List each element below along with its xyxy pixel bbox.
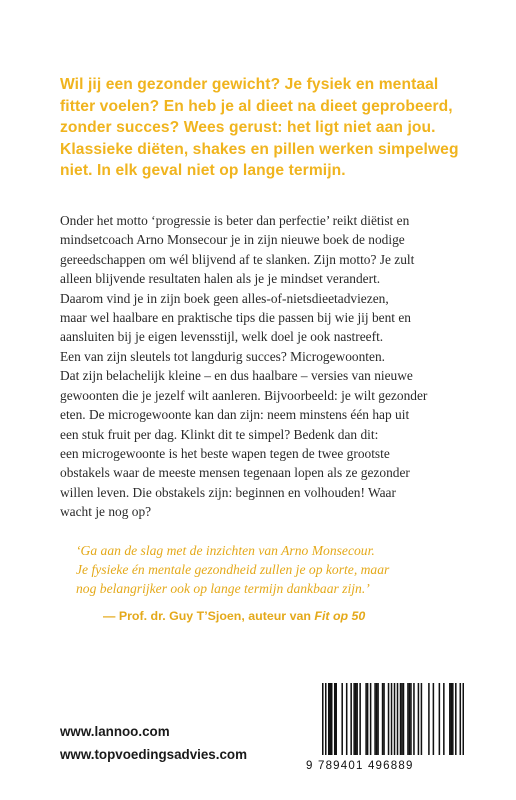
intro-line: niet. In elk geval niet op lange termijn. [60, 162, 346, 179]
barcode-bar [409, 683, 411, 755]
barcode-bar [359, 683, 361, 755]
paragraph-line: willen leven. Die obstakels zijn: beginnen en volhouden! Waar [60, 484, 396, 500]
paragraph-line: eten. De microgewoonte kan dan zijn: neem minstens één hap uit [60, 407, 410, 423]
barcode-bar [407, 683, 409, 755]
barcode-bar [370, 683, 372, 755]
barcode-bar [449, 683, 451, 755]
barcode-bar [391, 683, 393, 755]
barcode-bar [400, 683, 402, 755]
barcode-bar [322, 683, 324, 755]
barcode-bar [329, 683, 331, 755]
paragraph-line: Dat zijn belachelijk kleine – en dus haalbare – versies van nieuwe [60, 368, 413, 384]
barcode-bar [325, 683, 327, 755]
intro-line: zonder succes? Wees gerust: het ligt niet aan jou. [60, 119, 436, 136]
barcode-bar [355, 683, 357, 755]
barcode-bar [350, 683, 352, 755]
barcode-bar [455, 683, 457, 755]
barcode-bar [401, 683, 403, 755]
intro-line: fitter voelen? En heb je al dieet na dieet geprobeerd, [60, 97, 453, 115]
barcode-bar [413, 683, 415, 755]
body-paragraph-2 [60, 347, 470, 522]
endorsement-quote [76, 541, 476, 599]
barcode-bar [410, 683, 412, 755]
publisher-link[interactable]: www.lannoo.com [60, 724, 170, 739]
paragraph-line: aansluiten bij je eigen levensstijl, welk doel je ook nastreeft. [60, 329, 384, 345]
barcode-bar [382, 683, 384, 755]
barcode-bar [331, 683, 333, 755]
body-paragraph-1 [60, 211, 470, 347]
quote-line: nog belangrijker ook op lange termijn dankbaar zijn.’ [76, 581, 370, 597]
barcode-bar [353, 683, 355, 755]
barcode-bar [367, 683, 369, 755]
paragraph-line: wacht je nog op? [60, 504, 152, 520]
barcode-bar [403, 683, 405, 755]
website-link[interactable]: www.topvoedingsadvies.com [60, 747, 248, 762]
barcode-bar [341, 683, 343, 755]
paragraph-line: Onder het motto ‘progressie is beter dan perfectie’ reikt diëtist en [60, 213, 410, 228]
barcode-bar [328, 683, 330, 755]
isbn-number: 9 789401 496889 [306, 760, 414, 772]
intro-text [60, 74, 480, 182]
barcode-bar [451, 683, 453, 755]
attribution-author: — Prof. dr. Guy T’Sjoen, auteur van [103, 609, 315, 623]
quote-line: ‘Ga aan de slag met de inzichten van Arno Monsecour. [76, 543, 375, 558]
barcode-bar [397, 683, 399, 755]
barcode-bar [452, 683, 454, 755]
quote-line: Je fysieke én mentale gezondheid zullen je op korte, maar [76, 562, 390, 578]
barcode-bar [463, 683, 464, 755]
paragraph-line: een microgewoonte is het beste wapen tegen de twee grootste [60, 446, 390, 462]
paragraph-line: mindsetcoach Arno Monsecour je in zijn nieuwe boek de nodige [60, 232, 405, 248]
barcode-bar [388, 683, 390, 755]
attribution-book-title: Fit op 50 [314, 609, 366, 623]
barcode-bar [433, 683, 435, 755]
barcode-bar [334, 683, 336, 755]
barcode-bars [322, 683, 464, 759]
paragraph-line: obstakels waar de meeste mensen tegenaan lopen als ze gezonder [60, 465, 410, 481]
barcode-bar [356, 683, 358, 755]
barcode-bar [377, 683, 379, 755]
barcode-bar [376, 683, 378, 755]
paragraph-line: alleen blijvende resultaten halen als je je mindset verandert. [60, 271, 381, 287]
barcode-bar [346, 683, 348, 755]
barcode-bar [421, 683, 423, 755]
barcode-bar [428, 683, 430, 755]
paragraph-line: maar wel haalbare en praktische tips die passen bij wie jij bent en [60, 310, 412, 326]
intro-line: Klassieke diëten, shakes en pillen werken simpelweg [60, 140, 459, 158]
paragraph-line: gereedschappen om wél blijvend af te slanken. Zijn motto? Je zult [60, 251, 415, 267]
quote-attribution [103, 609, 365, 623]
paragraph-line: gewoonten die je jezelf wilt aanleren. Bijvoorbeeld: je wilt gezonder [60, 387, 428, 403]
barcode-bar [335, 683, 337, 755]
barcode-bar [443, 683, 445, 755]
barcode-bar [383, 683, 385, 755]
paragraph-line: een stuk fruit per dag. Klinkt dit te simpel? Bedenk dan dit: [60, 426, 379, 442]
paragraph-line: Een van zijn sleutels tot langdurig succes? Microgewoonten. [60, 349, 386, 364]
barcode-bar [439, 683, 441, 755]
barcode-bar [460, 683, 462, 755]
barcode-bar [365, 683, 367, 755]
intro-line: Wil jij een gezonder gewicht? Je fysiek en mentaal [60, 76, 439, 93]
paragraph-line: Daarom vind je in zijn boek geen alles-of-nietsdieetadviezen, [60, 290, 389, 306]
barcode-bar [374, 683, 376, 755]
publisher-links [60, 720, 247, 766]
barcode-bar [418, 683, 420, 755]
barcode-bar [394, 683, 396, 755]
isbn-barcode [306, 683, 464, 778]
